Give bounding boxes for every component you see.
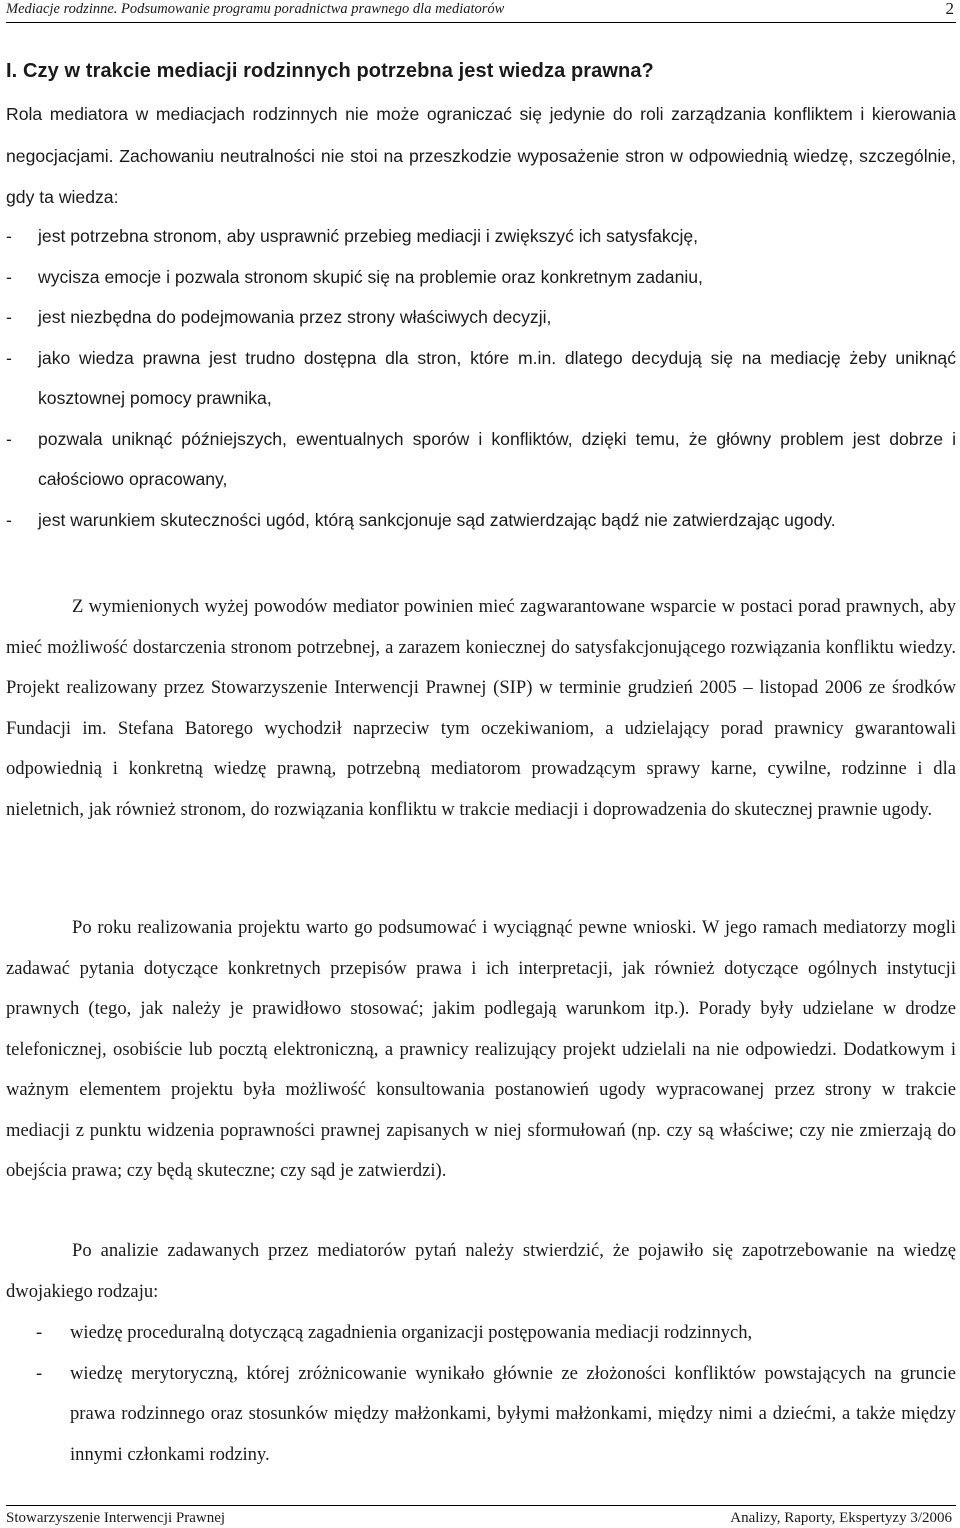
list-item-text: wycisza emocje i pozwala stronom skupić się na problemie oraz konkretnym zadaniu, xyxy=(38,266,703,287)
list-item-text: jest warunkiem skuteczności ugód, którą sankcjonuje sąd zatwierdzając bądź nie zatwierdzając ugody. xyxy=(38,509,836,530)
list-item-text: jako wiedza prawna jest trudno dostępna dla stron, które m.in. dlatego decydują się na mediację żeby uniknąć kosztownej pomocy prawnika, xyxy=(38,347,956,408)
body-paragraph-1 xyxy=(6,587,956,830)
list-item-text: jest potrzebna stronom, aby usprawnić przebieg mediacji i zwiększyć ich satysfakcję, xyxy=(38,226,699,246)
footer-organization: Stowarzyszenie Interwencji Prawnej xyxy=(6,1510,226,1526)
list-item xyxy=(6,500,956,541)
paragraph-text: Z wymienionych wyżej powodów mediator powinien mieć zagwarantowane wsparcie w postaci porad prawnych, aby mieć możliwość dostarczenia stronom potrzebnej, a zarazem koniecznej do satysfakcjonującego rozwiązania konfliktu wiedzy. Projekt realizowany przez Stowarzyszenie Interwencji Prawnej (SIP) w terminie grudzień 2005 – listopad 2006 ze środków Fundacji im. Stefana Batorego wychodził naprzeciw tym oczekiwaniom, a udzielający porad prawnicy gwarantowali odpowiednią i konkretną wiedzę prawną, potrzebną mediatorom prowadzącym sprawy karne, cywilne, rodzinne i dla nieletnich, jak również stronom, do rozwiązania konfliktu w trakcie mediacji i doprowadzenia do skutecznej prawnie ugody. xyxy=(6,596,956,820)
body-paragraph-2 xyxy=(6,908,956,1192)
footer-publication: Analizy, Raporty, Ekspertyzy 3/2006 xyxy=(730,1510,952,1526)
knowledge-types-list xyxy=(6,1313,956,1475)
list-item xyxy=(6,1354,956,1476)
body-paragraph-3 xyxy=(6,1231,956,1312)
paragraph-text: Po analizie zadawanych przez mediatorów pytań należy stwierdzić, że pojawiło się zapotrzebowanie na wiedzę dwojakiego rodzaju: xyxy=(6,1240,956,1302)
dash-bullet: - xyxy=(36,1362,43,1384)
dash-bullet: - xyxy=(36,1322,43,1343)
list-item xyxy=(6,419,956,500)
dash-bullet: - xyxy=(6,307,12,327)
list-item xyxy=(6,1313,956,1354)
page-number: 2 xyxy=(945,0,954,18)
list-item-text: pozwala uniknąć późniejszych, ewentualnych sporów i konfliktów, dzięki temu, że główny problem jest dobrze i całościowo opracowany, xyxy=(38,428,956,489)
dash-bullet: - xyxy=(6,428,12,449)
list-item xyxy=(6,338,956,419)
section-heading: I. Czy w trakcie mediacji rodzinnych potrzebna jest wiedza prawna? xyxy=(6,60,654,82)
dash-bullet: - xyxy=(6,509,12,530)
dash-bullet: - xyxy=(6,347,12,368)
intro-serif-text: Zachowaniu neutralności nie stoi na przeszkodzie wyposażenie stron w odpowiednią wiedzę, szczególnie, gdy ta wiedza: xyxy=(6,145,956,207)
dash-bullet: - xyxy=(6,266,12,287)
intro-paragraph xyxy=(6,94,956,219)
list-item-text: wiedzę proceduralną dotyczącą zagadnienia organizacji postępowania mediacji rodzinnych, xyxy=(70,1322,753,1343)
page-footer xyxy=(6,1505,956,1526)
list-item-text: wiedzę merytoryczną, której zróżnicowanie wynikało głównie ze złożoności konfliktów powstających na gruncie prawa rodzinnego oraz stosunków między małżonkami, byłymi małżonkami, między nimi a dziećmi, a także między innymi członkami rodziny. xyxy=(70,1362,956,1465)
list-item xyxy=(6,257,956,298)
list-item xyxy=(6,216,956,257)
intro-sans-text: Rola mediatora w mediacjach rodzinnych nie może ograniczać się jedynie do roli zarządzania konfliktem i kierowania negocjacjami. xyxy=(6,104,956,166)
page-header xyxy=(6,0,956,23)
list-item-text: jest niezbędna do podejmowania przez strony właściwych decyzji, xyxy=(38,307,552,327)
requirements-list xyxy=(6,216,956,540)
paragraph-text: Po roku realizowania projektu warto go podsumować i wyciągnąć pewne wnioski. W jego ramach mediatorzy mogli zadawać pytania dotyczące konkretnych przepisów prawa i ich interpretacji, jak również dotyczące ogólnych instytucji prawnych (tego, jak należy je prawidłowo stosować; jakim podlegają warunkom itp.). Porady były udzielane w drodze telefonicznej, osobiście lub pocztą elektroniczną, a prawnicy realizujący projekt udzielali na nie odpowiedzi. Dodatkowym i ważnym elementem projektu była możliwość konsultowania postanowień ugody wypracowanej przez strony w trakcie mediacji z punktu widzenia poprawności prawnej zapisanych w niej sformułowań (np. czy są właściwe; czy nie zmierzają do obejścia prawa; czy będą skuteczne; czy sąd je zatwierdzi). xyxy=(6,917,956,1181)
list-item xyxy=(6,297,956,338)
header-title: Mediacje rodzinne. Podsumowanie programu poradnictwa prawnego dla mediatorów xyxy=(6,1,505,17)
dash-bullet: - xyxy=(6,226,12,246)
